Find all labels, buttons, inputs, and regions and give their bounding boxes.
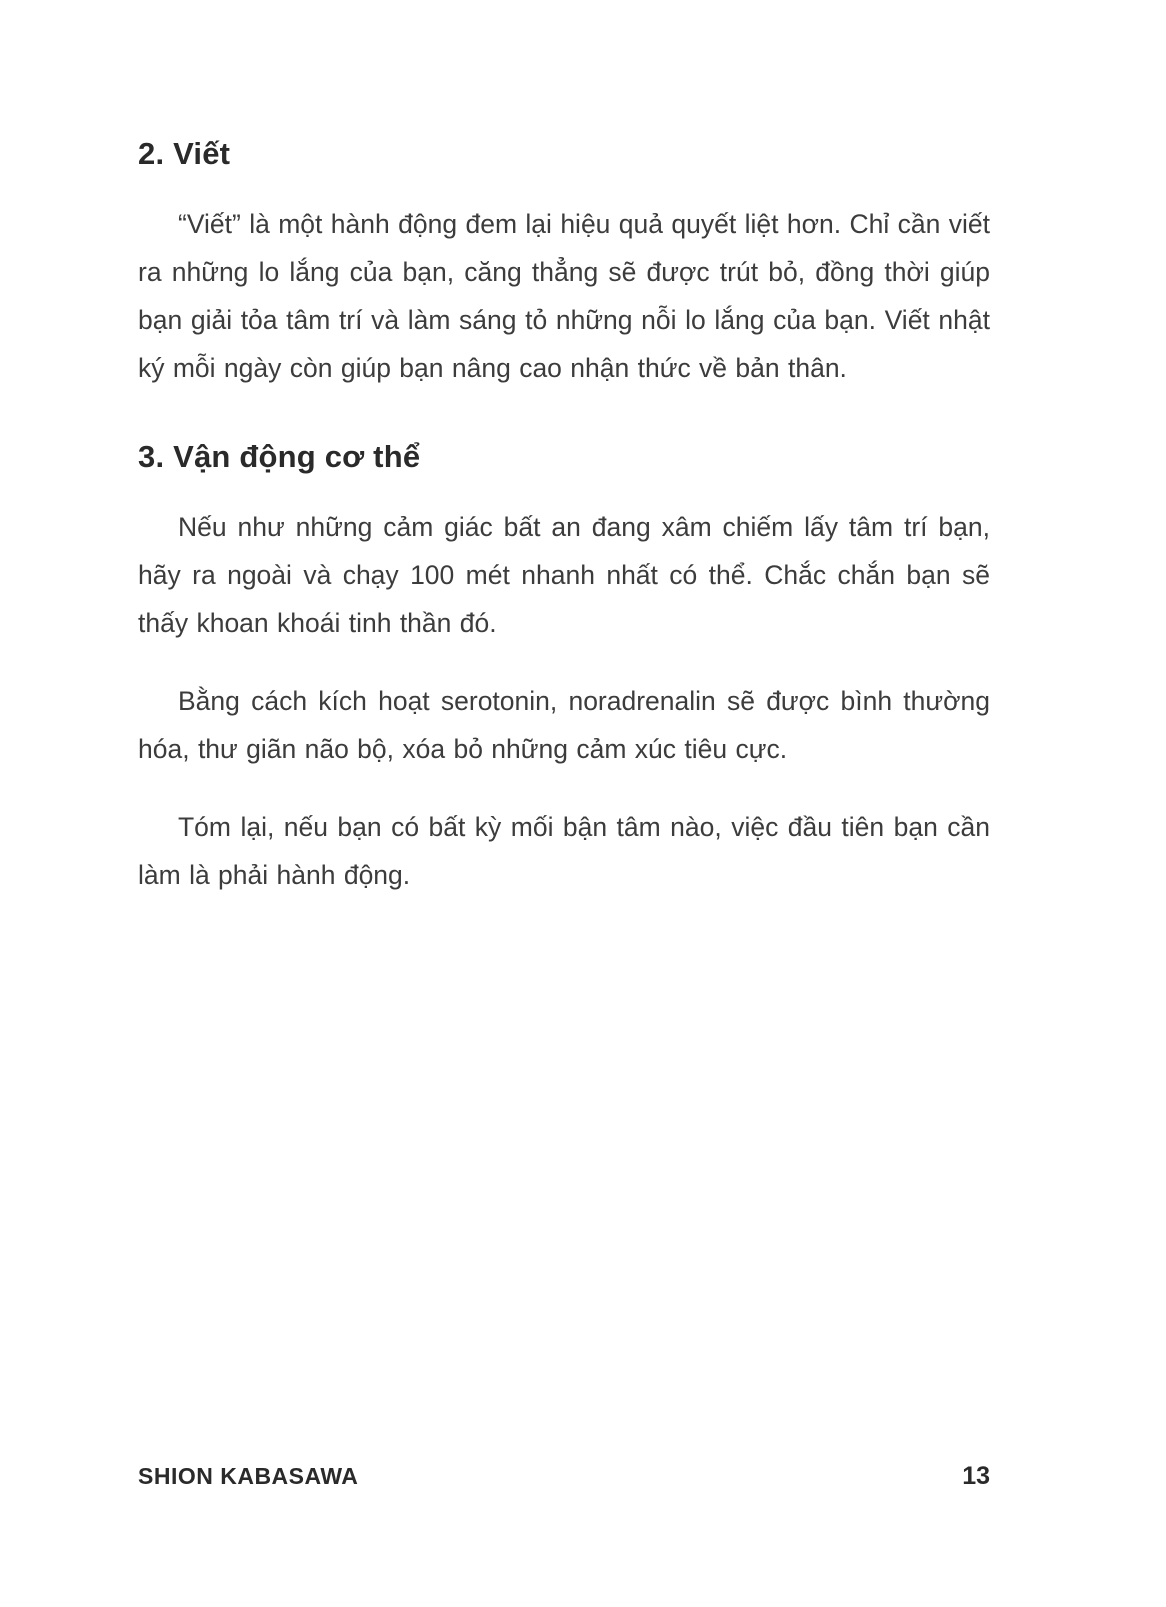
page-footer xyxy=(138,1462,990,1491)
paragraph: Bằng cách kích hoạt serotonin, noradrenalin sẽ được bình thường hóa, thư giãn não bộ, xóa bỏ những cảm xúc tiêu cực. xyxy=(138,685,990,764)
section-van-dong-co-the xyxy=(138,438,990,899)
page-number: 13 xyxy=(962,1462,990,1490)
section-viet xyxy=(138,135,990,392)
running-footer-author: SHION KABASAWA xyxy=(138,1463,359,1489)
paragraph: “Viết” là một hành động đem lại hiệu quả quyết liệt hơn. Chỉ cần viết ra những lo lắng của bạn, căng thẳng sẽ được trút bỏ, đồng thời giúp bạn giải tỏa tâm trí và làm sáng tỏ những nỗi lo lắng của bạn. Viết nhật ký mỗi ngày còn giúp bạn nâng cao nhận thức về bản thân. xyxy=(138,208,990,383)
paragraph: Tóm lại, nếu bạn có bất kỳ mối bận tâm nào, việc đầu tiên bạn cần làm là phải hành động. xyxy=(138,811,990,890)
paragraph: Nếu như những cảm giác bất an đang xâm chiếm lấy tâm trí bạn, hãy ra ngoài và chạy 100 mét nhanh nhất có thể. Chắc chắn bạn sẽ thấy khoan khoái tinh thần đó. xyxy=(138,511,990,638)
section-heading-viet: 2. Viết xyxy=(138,136,231,171)
section-heading-van-dong-co-the: 3. Vận động cơ thể xyxy=(138,438,421,474)
